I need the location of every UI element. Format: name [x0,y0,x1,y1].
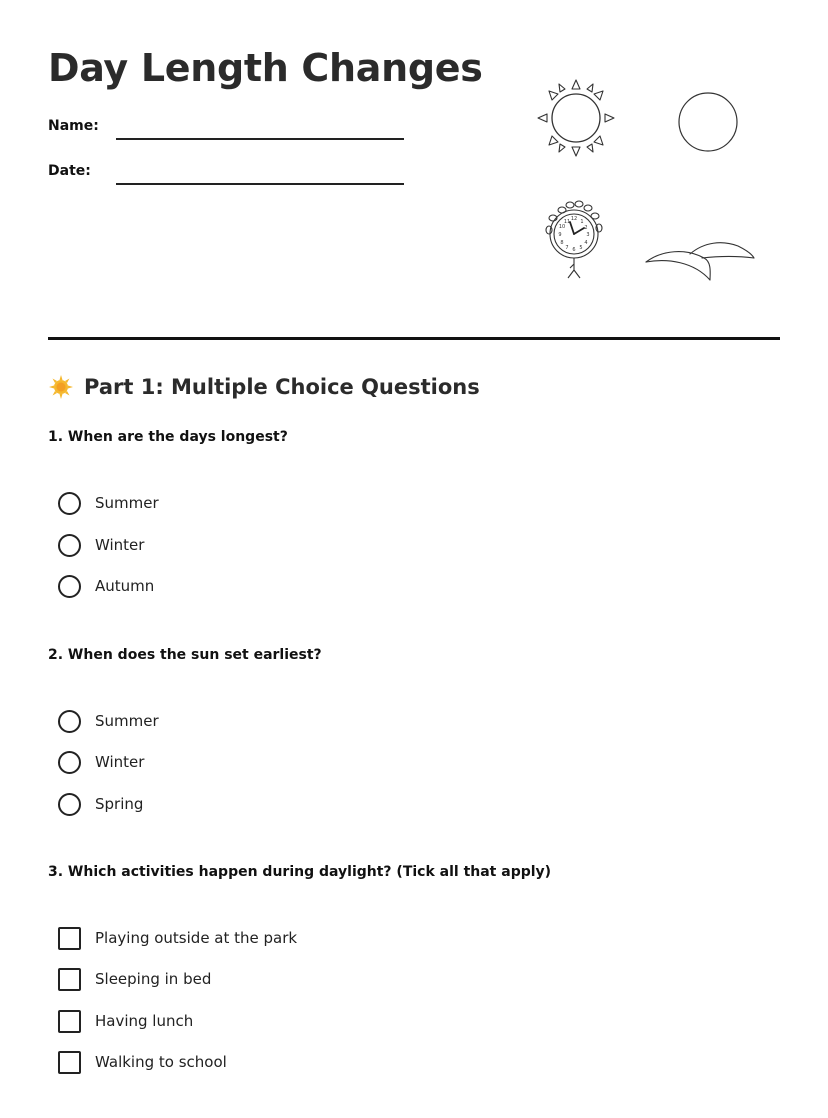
svg-text:2: 2 [584,225,588,231]
q3-option-lunch[interactable] [58,1009,193,1033]
option-label: Summer [95,712,159,730]
radio-button[interactable] [58,710,81,733]
q1-option-autumn[interactable] [58,574,154,598]
radio-button[interactable] [58,575,81,598]
svg-text:12: 12 [570,216,578,222]
checkbox[interactable] [58,1010,81,1033]
q3-option-park[interactable] [58,926,297,950]
q2-option-winter[interactable] [58,750,144,774]
option-label: Winter [95,536,145,554]
moon-icon [674,90,742,154]
q2-option-spring[interactable] [58,792,143,816]
svg-text:1: 1 [580,219,584,225]
radio-button[interactable] [58,534,81,557]
name-label: Name: [48,118,99,134]
question-2: 2. When does the sun set earliest? [48,647,322,663]
option-label: Sleeping in bed [95,970,212,988]
svg-text:9: 9 [558,232,562,238]
option-label: Autumn [95,577,155,595]
q2-option-summer[interactable] [58,709,159,733]
name-field-line[interactable] [116,138,404,140]
checkbox[interactable] [58,968,81,991]
option-label: Playing outside at the park [95,929,298,947]
radio-button[interactable] [58,751,81,774]
svg-text:11: 11 [563,219,571,225]
option-label: Walking to school [95,1053,227,1071]
date-label: Date: [48,163,91,179]
svg-text:4: 4 [584,240,588,246]
hills-icon [642,236,758,284]
part1-title: Part 1: Multiple Choice Questions [84,375,480,399]
svg-text:5: 5 [579,245,583,251]
part1-heading [48,374,480,400]
checkbox[interactable] [58,1051,81,1074]
option-label: Having lunch [95,1012,194,1030]
q1-option-winter[interactable] [58,533,144,557]
date-field-line[interactable] [116,183,404,185]
section-divider [48,337,780,340]
sun-icon [534,76,618,160]
q3-option-sleeping[interactable] [58,967,211,991]
question-1: 1. When are the days longest? [48,429,288,445]
svg-text:3: 3 [586,232,590,238]
radio-button[interactable] [58,793,81,816]
svg-text:7: 7 [565,245,569,251]
q1-option-summer[interactable] [58,491,159,515]
option-label: Spring [95,795,144,813]
svg-text:6: 6 [572,247,576,253]
svg-text:10: 10 [558,224,566,230]
svg-text:8: 8 [560,240,564,246]
option-label: Winter [95,753,145,771]
q3-option-walking[interactable] [58,1050,227,1074]
question-3: 3. Which activities happen during daylight? (Tick all that apply) [48,864,552,880]
radio-button[interactable] [58,492,81,515]
option-label: Summer [95,494,159,512]
sun-icon [48,374,74,400]
checkbox[interactable] [58,927,81,950]
worksheet-title: Day Length Changes [48,46,483,90]
clock-tree-icon [540,198,612,282]
